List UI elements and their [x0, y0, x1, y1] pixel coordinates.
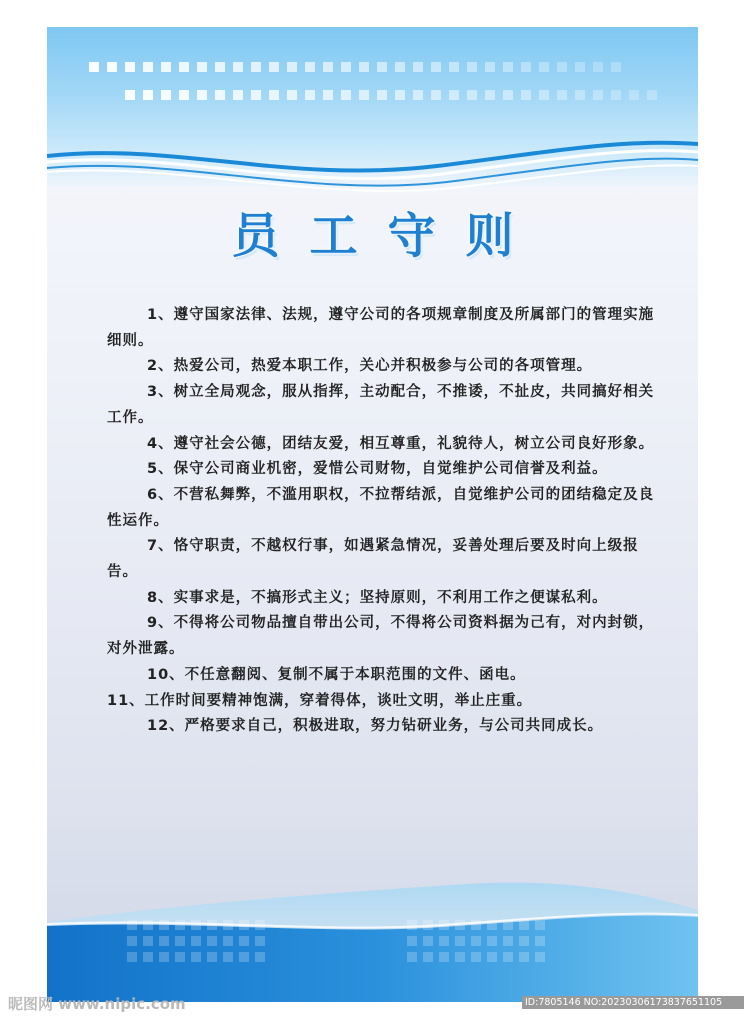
decorative-square [107, 62, 117, 72]
decorative-square [503, 952, 513, 962]
decorative-square [431, 62, 441, 72]
decorative-square [159, 952, 169, 962]
decorative-square [159, 936, 169, 946]
decorative-square [223, 952, 233, 962]
decorative-square [647, 90, 657, 100]
decorative-square [629, 90, 639, 100]
poster [47, 27, 698, 1002]
rule-item: 2、热爱公司，热爱本职工作，关心并积极参与公司的各项管理。 [147, 358, 593, 375]
decorative-square [125, 90, 135, 100]
decorative-square [305, 90, 315, 100]
decorative-square [395, 62, 405, 72]
rule-item: 7、恪守职责，不越权行事，如遇紧急情况，妥善处理后要及时向上级报告。 [107, 538, 639, 581]
decorative-square [611, 62, 621, 72]
decorative-square [161, 90, 171, 100]
header-dot-pattern-top [89, 62, 621, 72]
decorative-square [143, 62, 153, 72]
decorative-square [159, 920, 169, 930]
decorative-square [255, 936, 265, 946]
decorative-square [439, 952, 449, 962]
decorative-square [503, 920, 513, 930]
rule-item: 3、树立全局观念，服从指挥，主动配合，不推诿，不扯皮，共同搞好相关工作。 [107, 384, 655, 426]
page-title: 员工守则 [231, 208, 544, 264]
decorative-square [519, 920, 529, 930]
decorative-square [287, 90, 297, 100]
decorative-square [179, 90, 189, 100]
decorative-square [407, 952, 417, 962]
decorative-square [503, 62, 513, 72]
decorative-square [341, 90, 351, 100]
decorative-square [593, 90, 603, 100]
decorative-square [423, 936, 433, 946]
decorative-square [255, 920, 265, 930]
decorative-square [575, 90, 585, 100]
decorative-square [207, 920, 217, 930]
rule-item: 8、实事求是，不搞形式主义；坚持原则，不利用工作之便谋私利。 [147, 589, 608, 606]
decorative-square [179, 62, 189, 72]
decorative-square [143, 936, 153, 946]
decorative-square [223, 920, 233, 930]
decorative-square [223, 936, 233, 946]
decorative-square [175, 920, 185, 930]
decorative-square [239, 936, 249, 946]
decorative-square [519, 952, 529, 962]
rule-item: 10、不任意翻阅、复制不属于本职范围的文件、函电。 [147, 666, 526, 683]
decorative-square [535, 936, 545, 946]
decorative-square [539, 90, 549, 100]
decorative-square [519, 936, 529, 946]
rules-list [107, 303, 667, 740]
decorative-square [407, 920, 417, 930]
decorative-square [395, 90, 405, 100]
rule-item: 4、遵守社会公德，团结友爱，相互尊重，礼貌待人，树立公司良好形象。 [147, 435, 655, 452]
decorative-square [485, 90, 495, 100]
decorative-square [413, 90, 423, 100]
decorative-square [413, 62, 423, 72]
decorative-square [305, 62, 315, 72]
decorative-square [323, 90, 333, 100]
decorative-square [423, 920, 433, 930]
rule-item: 5、保守公司商业机密，爱惜公司财物，自觉维护公司信誉及利益。 [147, 461, 608, 478]
decorative-square [161, 62, 171, 72]
decorative-square [323, 62, 333, 72]
decorative-square [143, 952, 153, 962]
decorative-square [471, 952, 481, 962]
decorative-square [503, 936, 513, 946]
decorative-square [143, 90, 153, 100]
decorative-square [455, 920, 465, 930]
decorative-square [593, 62, 603, 72]
footer-dot-pattern-left [127, 920, 265, 962]
decorative-square [467, 62, 477, 72]
decorative-square [239, 952, 249, 962]
decorative-square [269, 90, 279, 100]
decorative-square [127, 952, 137, 962]
decorative-square [143, 920, 153, 930]
decorative-square [407, 936, 417, 946]
rule-item: 12、严格要求自己，积极进取，努力钻研业务，与公司共同成长。 [147, 718, 604, 735]
decorative-square [439, 920, 449, 930]
decorative-square [359, 90, 369, 100]
decorative-square [359, 62, 369, 72]
decorative-square [535, 920, 545, 930]
decorative-square [487, 952, 497, 962]
decorative-square [233, 62, 243, 72]
rule-item: 11、工作时间要精神饱满，穿着得体，谈吐文明，举止庄重。 [107, 692, 533, 709]
decorative-square [197, 90, 207, 100]
decorative-square [557, 62, 567, 72]
decorative-square [207, 936, 217, 946]
decorative-square [377, 90, 387, 100]
footer-dot-pattern-right [407, 920, 545, 962]
decorative-square [89, 62, 99, 72]
header-dot-pattern-bottom [125, 90, 657, 100]
decorative-square [539, 62, 549, 72]
decorative-square [487, 920, 497, 930]
decorative-square [503, 90, 513, 100]
decorative-square [251, 62, 261, 72]
decorative-square [575, 62, 585, 72]
decorative-square [521, 62, 531, 72]
decorative-square [255, 952, 265, 962]
decorative-square [207, 952, 217, 962]
decorative-square [269, 62, 279, 72]
decorative-square [449, 62, 459, 72]
decorative-square [287, 62, 297, 72]
decorative-square [251, 90, 261, 100]
decorative-square [611, 90, 621, 100]
decorative-square [125, 62, 135, 72]
decorative-square [191, 920, 201, 930]
decorative-square [487, 936, 497, 946]
decorative-square [467, 90, 477, 100]
decorative-square [215, 90, 225, 100]
decorative-square [471, 920, 481, 930]
decorative-square [423, 952, 433, 962]
decorative-square [377, 62, 387, 72]
decorative-square [557, 90, 567, 100]
decorative-square [449, 90, 459, 100]
decorative-square [233, 90, 243, 100]
decorative-square [485, 62, 495, 72]
decorative-square [455, 952, 465, 962]
rule-item: 9、不得将公司物品擅自带出公司，不得将公司资料据为己有，对内封锁，对外泄露。 [107, 615, 655, 658]
rule-item: 1、遵守国家法律、法规，遵守公司的各项规章制度及所属部门的管理实施细则。 [107, 307, 655, 349]
decorative-square [455, 936, 465, 946]
decorative-square [191, 936, 201, 946]
decorative-square [535, 952, 545, 962]
decorative-square [127, 936, 137, 946]
watermark-id: ID:7805146 NO:20230306173837651105 [522, 996, 744, 1009]
decorative-square [521, 90, 531, 100]
decorative-square [431, 90, 441, 100]
decorative-square [175, 936, 185, 946]
decorative-square [439, 936, 449, 946]
decorative-square [127, 920, 137, 930]
decorative-square [239, 920, 249, 930]
decorative-square [191, 952, 201, 962]
decorative-square [197, 62, 207, 72]
watermark-logo: 昵图网 www.nipic.com [8, 995, 186, 1013]
decorative-square [215, 62, 225, 72]
decorative-square [341, 62, 351, 72]
decorative-square [175, 952, 185, 962]
decorative-square [471, 936, 481, 946]
rule-item: 6、不营私舞弊，不滥用职权，不拉帮结派，自觉维护公司的团结稳定及良性运作。 [107, 486, 655, 529]
